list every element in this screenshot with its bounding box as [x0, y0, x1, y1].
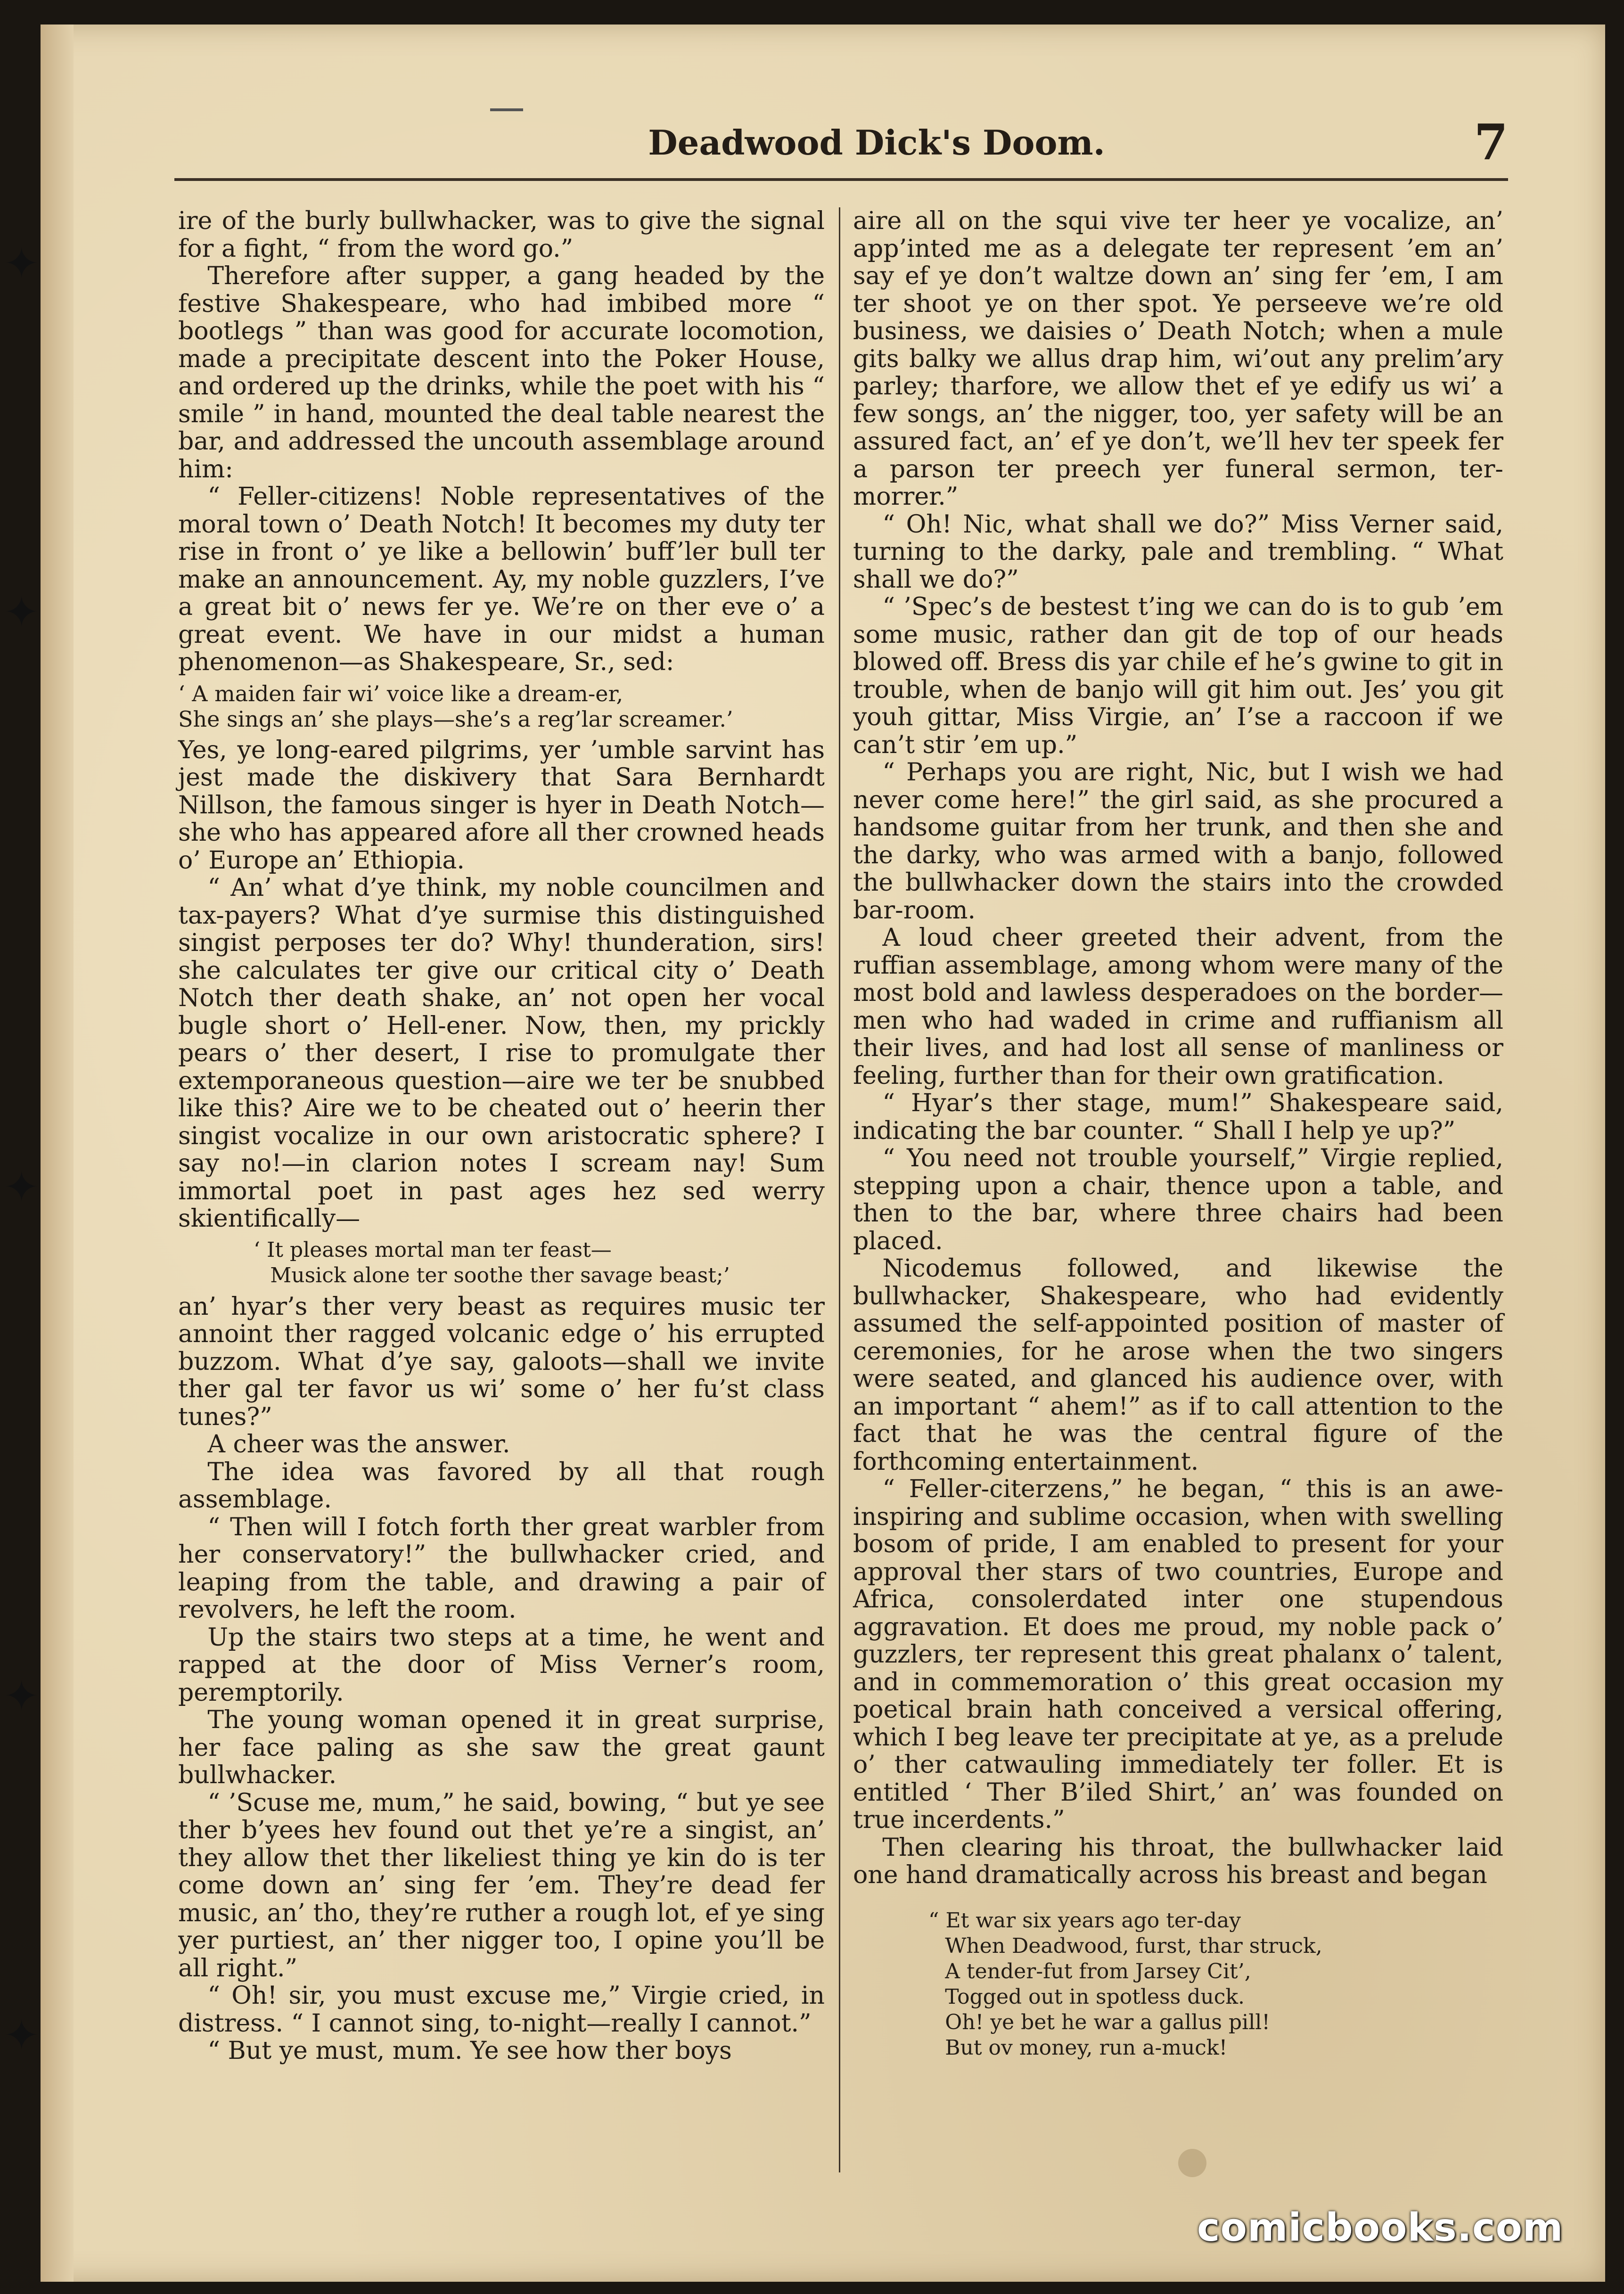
poem-verse: [928, 1908, 1503, 2061]
quote-block: [178, 681, 825, 732]
paragraph: “ Oh! Nic, what shall we do?” Miss Verner said, turning to the darky, pale and trembling. “ What shall we do?”: [853, 510, 1503, 594]
left-column: [178, 207, 825, 2177]
paragraph: “ Feller-citizens! Noble representatives of the moral town o’ Death Notch! It becomes my duty ter rise in front o’ ye like a bellowin’ buff’ler bull ter make an announcement. Ay, my noble guzzlers, I’ve a great bit o’ news fer ye. We’re on ther eve o’ a great event. We have in our midst a human phenomenon—as Shakespeare, Sr., sed:: [178, 483, 825, 676]
paragraph: Up the stairs two steps at a time, he went and rapped at the door of Miss Verner’s room, peremptorily.: [178, 1623, 825, 1707]
paragraph: A cheer was the answer.: [207, 1430, 510, 1458]
paragraph: “ Perhaps you are right, Nic, but I wish we had never come here!” the girl said, as she procured a handsome guitar from her trunk, and then she and the darky, who was armed with a banjo, followed the bullwhacker down the stairs into the crowded bar-room.: [853, 758, 1503, 925]
binding-stitch-icon: ✦: [4, 1163, 40, 1212]
quote-line: ‘ It pleases mortal man ter feast—: [254, 1237, 612, 1262]
paragraph: “ An’ what d’ye think, my noble councilmen and tax-payers? What d’ye surmise this distinguished singist perposes ter do? Why! thunderation, sirs! she calculates ter give our critical city o’ Death Notch ther death shake, an’ not open her vocal bugle short o’ Hell-ener. Now, then, my prickly pears o’ ther desert, I rise to promulgate ther extemporaneous question—aire we ter be snubbed like this? Aire we to be cheated out o’ heerin ther singist vocalize in our own aristocratic sphere? I say no!—in clarion notes I scream nay! Sum immortal poet in past ages hez sed werry skientifically—: [178, 874, 825, 1233]
binding-stitch-icon: ✦: [4, 1671, 40, 1721]
quote-line: Musick alone ter soothe ther savage beast;’: [270, 1263, 730, 1287]
quote-block: [254, 1237, 825, 1288]
paper-stain: [1178, 2149, 1206, 2177]
paragraph: ire of the burly bullwhacker, was to give the signal for a fight, “ from the word go.”: [178, 207, 825, 263]
column-rule: [839, 207, 840, 2172]
verse-line: A tender-fut from Jarsey Cit’,: [945, 1959, 1251, 1983]
paragraph: Therefore after supper, a gang headed by the festive Shakespeare, who had imbibed more “ bootlegs ” than was good for accurate locomotion, made a precipitate descent into the Poker House, and ordered up the drinks, while the poet with his “ smile ” in hand, mounted the deal table nearest the bar, and addressed the uncouth assemblage around him:: [178, 262, 825, 483]
paragraph: Nicodemus followed, and likewise the bullwhacker, Shakespeare, who had evidently assumed the self-appointed position of master of ceremonies, for he arose when the two singers were seated, and glanced his audience over, with an important “ ahem!” as if to call attention to the fact that he was the central figure of the forthcoming entertainment.: [853, 1254, 1503, 1476]
paragraph: aire all on the squi vive ter heer ye vocalize, an’ app’inted me as a delegate ter represent ’em an’ say ef ye don’t waltze down an’ sing fer ’em, I am ter shoot ye on ther spot. Ye perseeve we’re old business, we daisies o’ Death Notch; when a mule gits balky we allus drap him, wi’out any prelim’ary parley; tharfore, we allow thet ef ye edify us wi’ a few songs, an’ the nigger, too, yer safety will be an assured fact, an’ ef ye don’t, we’ll hev ter speek fer a parson ter preech yer funeral sermon, ter-morrer.”: [853, 207, 1503, 511]
verse-line: “ Et war six years ago ter-day: [928, 1908, 1241, 1933]
paragraph: The young woman opened it in great surprise, her face paling as she saw the great gaunt bullwhacker.: [178, 1706, 825, 1789]
verse-line: Togged out in spotless duck.: [945, 1984, 1245, 2009]
binding-spine: [41, 25, 74, 2282]
paragraph: “ ’Spec’s de bestest t’ing we can do is to gub ’em some music, rather dan git de top of our heads blowed off. Bress dis yar chile ef he’s gwine to git in trouble, when de banjo will git him out. Jes’ you git youh gittar, Miss Virgie, an’ I’se a raccoon if we can’t stir ’em up.”: [853, 593, 1503, 759]
binding-stitch-icon: ✦: [4, 239, 40, 288]
paragraph: Yes, ye long-eared pilgrims, yer ’umble sarvint has jest made the diskivery that Sara Bernhardt Nillson, the famous singer is hyer in Death Notch—she who has appeared afore all ther crowned heads o’ Europe an’ Ethiopia.: [178, 736, 825, 875]
paragraph: “ Feller-citerzens,” he began, “ this is an awe-inspiring and sublime occasion, when with swelling bosom of pride, I am enabled to present for your approval ther stars of two countries, Europe and Africa, consolerdated inter one stupendous aggravation. Et does me proud, my noble pack o’ guzzlers, ter represent this great phalanx o’ talent, and in commemoration o’ this great occasion my poetical brain hath conceived a versical offering, which I beg leave ter precipitate at ye, as a prelude o’ ther catwauling immediately ter foller. Et is entitled ‘ Ther B’iled Shirt,’ an’ was founded on true incerdents.”: [853, 1475, 1503, 1834]
paragraph: “ Hyar’s ther stage, mum!” Shakespeare said, indicating the bar counter. “ Shall I help ye up?”: [853, 1089, 1503, 1145]
header-rule: [174, 178, 1508, 181]
binding-stitch-icon: ✦: [4, 588, 40, 637]
verse-line: When Deadwood, furst, thar struck,: [945, 1934, 1322, 1958]
right-column: [853, 207, 1503, 2177]
header-mark: [490, 108, 523, 111]
paragraph: “ ’Scuse me, mum,” he said, bowing, “ but ye see ther b’yees hev found out thet ye’re a singist, an’ they allow thet ther likeliest thing ye kin do is ter come down an’ sing fer ’em. They’re dead fer music, an’ tho, they’re ruther a rough lot, ef ye sing yer purtiest, an’ ther nigger too, I opine you’ll be all right.”: [178, 1788, 825, 1983]
paragraph: The idea was favored by all that rough assemblage.: [178, 1458, 825, 1514]
paragraph: an’ hyar’s ther very beast as requires music ter annoint ther ragged volcanic edge o’ his errupted buzzom. What d’ye say, galoots—shall we invite ther gal ter favor us wi’ some o’ her fu’st class tunes?”: [178, 1292, 825, 1431]
paragraph: A loud cheer greeted their advent, from the ruffian assemblage, among whom were many of the most bold and lawless desperadoes on the border—men who had waded in crime and ruffianism all their lives, and had lost all sense of manliness or feeling, further than for their own gratification.: [853, 924, 1503, 1090]
verse-line: But ov money, run a-muck!: [945, 2035, 1228, 2060]
paragraph: “ You need not trouble yourself,” Virgie replied, stepping upon a chair, thence upon a table, and then to the bar, where three chairs had been placed.: [853, 1144, 1503, 1255]
verse-line: Oh! ye bet he war a gallus pill!: [945, 2010, 1271, 2034]
paragraph: “ But ye must, mum. Ye see how ther boys: [207, 2037, 732, 2065]
binding-stitch-icon: ✦: [4, 2011, 40, 2060]
running-title: Deadwood Dick's Doom.: [648, 123, 1105, 163]
paragraph: Then clearing his throat, the bullwhacker laid one hand dramatically across his breast and began: [853, 1833, 1503, 1889]
paragraph: “ Oh! sir, you must excuse me,” Virgie cried, in distress. “ I cannot sing, to-night—really I cannot.”: [178, 1982, 825, 2038]
quote-line: ‘ A maiden fair wi’ voice like a dream-er,: [178, 680, 623, 706]
watermark: comicbooks.com: [1197, 2205, 1564, 2250]
paragraph: “ Then will I fotch forth ther great warbler from her conservatory!” the bullwhacker cried, and leaping from the table, and drawing a pair of revolvers, he left the room.: [178, 1513, 825, 1624]
page-number: 7: [1474, 113, 1508, 171]
quote-line: She sings an’ she plays—she’s a reg’lar screamer.’: [178, 706, 733, 732]
